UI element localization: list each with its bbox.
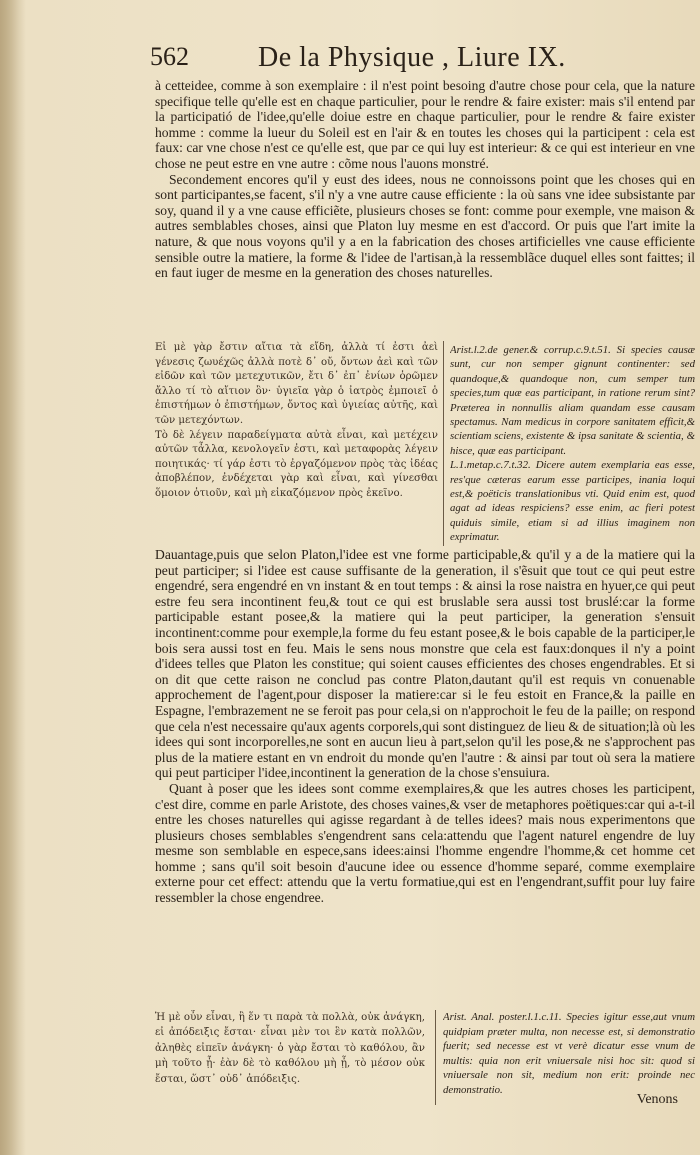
page-header: [150, 42, 690, 82]
main-text-bottom: [155, 547, 695, 1010]
greek-quote-2: Τὸ δὲ λέγειν παραδείγματα αὐτὰ εἶναι, καὶ μετέχειν αὐτῶν τἆλλα, κενολογεῖν ἐστι, καὶ μεταφορὰς λέγειν ποιητικάς· τί γάρ ἐστι τὸ ἐργαζόμενον πρὸς τὰς ἰδέας ἀποβλέπον, ἐνδέχεται γὰρ καὶ εἶναι, καὶ γίνεσθαι ὅμοιον ὁτιοῦν, καὶ μὴ εἰκαζόμενον πρὸς ἐκεῖνο.: [155, 429, 438, 499]
greek-quotation: [155, 341, 438, 546]
latin-note-2: L.1.metap.c.7.t.32. Dicere autem exemplaria eas esse, res'que cæteras earum esse participes, inania loqui est,& poëticis translationibus vti. Quid enim est, quod agat ad ideas respiciens? esse enim, ac fieri potest quiduis simile, etiam si ad illius imaginem non exprimatur.: [450, 459, 695, 544]
quotation-block: [155, 341, 695, 546]
gutter-shadow: [0, 0, 26, 1155]
paragraph-2: Secondement encores qu'il y eust des idees, nous ne connoissons point que les choses qui en sont participantes,se facent, s'il n'y a vne autre cause efficiente : la où sans vne idee subsistante par soy, quand il y a vne cause efficiẽte, plusieurs choses se font: comme pour exemple, vne maison & autres semblables choses, ainsi que Platon luy mesme en est d'accord. Or puis que l'art imite la nature, & que nous voyons qu'il y a en la fabrication des choses artificielles vne cause efficiente sensible outre la matiere, la forme & l'idee de l'artisan,à la ressemblãce duquel elles sont faittes; il en faut iuger de mesme en la generation des choses naturelles.: [155, 171, 695, 281]
catchword: Venons: [636, 1092, 678, 1107]
running-title: De la Physique , Liure IX.: [258, 42, 566, 73]
latin-note: [450, 343, 695, 546]
page-number: 562: [150, 42, 189, 71]
greek-quote-1: Εἰ μὲ γὰρ ἔστιν αἴτια τὰ εἴδη, ἀλλὰ τί ἐστι ἀεὶ γένεσις ζωυέχῶς ἀλλὰ ποτὲ δ᾽ οὔ, ὄντων ἀεὶ καὶ τῶν εἰδῶν καὶ τῶν μετεχυτικῶν, ἔτι δ᾽ ἐπ᾽ ἐνίων ὁρῶμεν ἄλλο τί τὸ αἴτιον ὂν· ὑγιεῖα γὰρ ὁ ἰατρὸς ἐμποιεῖ ὁ ἐπιστήμων ὁ ἐπιστήμων, ὄντος καὶ ὑγιείας αὐτῆς, καὶ τῶν μετεχόντων.: [155, 342, 438, 426]
paragraph-3: Dauantage,puis que selon Platon,l'idee est vne forme participable,& qu'il y a de la matiere qui la peut participer; si l'idee est cause suffisante de la generation, il s'ẽsuit que tout ce qui peut estre engendré, sera engendré en vn instant & en tout temps : & ainsi la rose naistra en hyuer,ce qui peut estre feu sera incontinent feu,& tout ce qui est bruslable sera aussi tost bruslé:car la forme participable estant posee,& la matiere qui la peut participer, la generation s'ensuit incontinent:comme pour exemple,la forme du feu estant posee,& le bois capable de la participer,le bois sera aussi tost en feu. Mais le sens nous monstre que cela est faux:donques il n'y a point d'idees telles que Platon les constitue; qui soient causes efficientes des choses engendrables. Et si on dit que cette raison ne conclud pas contre Platon,dautant qu'il est requis vn conuenable approchement de l'agent,pour disposer la matiere:car si le feu estoit en France,& la paille en Espagne, l'embrazement ne se feroit pas pour cela,si on n'approchoit le feu de la paille; on respond que cela n'est necessaire qu'aux agents corporels,qui sont distinguez de lieu & de situation;là où les idees qui sont incorporelles,ne sont en aucun lieu à part,selon qu'il les pose,& ne s'approchent pas plus de la matiere estant en vn endroit du monde qu'en l'autre : & ainsi par tout où sera la matiere qui peut participer l'idee,incontinent la generation de la chose s'ensuiura.: [155, 547, 695, 781]
bottom-quotation-block: [155, 1010, 695, 1120]
column-divider: [443, 341, 444, 546]
paragraph-1: à cetteidee, comme à son exemplaire : il n'est point besoing d'autre chose pour cela, que la nature specifique telle qu'elle est en chaque particulier, pour le rendre & faire exister: mais s'il entend par la participatió de l'idee,qu'elle doiue estre en chaque particulier, pour le rendre & faire exister homme : comme la lueur du Soleil est en l'air & en toutes les choses qui la participent : cela est faux: car vne chose n'est ce qu'elle est, que par ce qui luy est interieur: & ce qui est interieur en vne chose ne peut estre en vne autre : cõme nous l'auons monstré.: [155, 78, 695, 171]
greek-quotation-bottom: Ἡ μὲ οὖν εἶναι, ἢ ἕν τι παρὰ τὰ πολλὰ, οὐκ ἀνάγκη, εἰ ἀπόδειξις ἔσται· εἶναι μὲν τοι ἓν κατὰ πολλῶν, ἀληθὲς εἰπεῖν ἀνάγκη· ὁ γὰρ ἔσται τὸ καθόλου, ἂν μὴ τοῦτο ᾖ· ἐὰν δὲ τὸ καθόλου μὴ ᾖ, τὸ μέσον οὐκ ἔσται, ὥστ᾽ οὐδ᾽ ἀπόδειξις.: [155, 1012, 425, 1085]
main-text-top: [155, 78, 695, 340]
latin-note-1: Arist.l.2.de gener.& corrup.c.9.t.51. Si species causæ sunt, cur non semper gignunt continenter: sed quandoque,& quandoque non, cum semper tum species,tum quæ eas participant, in ratione rerum sint? Præterea in nonnullis aliam quandam esse causam spectamus. Nam medicus in corpore sanitatem efficit,& scientiam sciens, existente & ipsa sanitate & scientia, & hisce, quæ eas participant.: [450, 344, 695, 457]
paragraph-4: Quant à poser que les idees sont comme exemplaires,& que les autres choses les participent, c'est dire, comme en parle Aristote, des choses vaines,& vser de metaphores poëtiques:car qui a-t-il entre les choses naturelles qui agisse regardant à de telles idees? mais nous experimentons que plusieurs choses semblables s'engendrent sans cela:attendu que l'agent naturel engendre de luy mesme son semblable en espece,sans idees:ainsi l'homme engendre l'homme,& cet homme cet homme ; sans qu'il soit besoin d'aucune idee ou essence d'homme separé, comme exemplaire externe pour cet effect: attendu que la vertu formatiue,qui est en l'engendrant,suffit pour luy faire ressembler la chose engendree.: [155, 780, 695, 906]
column-divider-bottom: [435, 1010, 436, 1105]
latin-note-bottom: Arist. Anal. poster.l.1.c.11. Species igitur esse,aut vnum quidpiam præter multa, non necesse est, si demonstratio fuerit; sed necesse est vt verè dicatur esse vnum de multis: quia non erit vniuersale nisi hoc sit: quod si vniuersale non sit, medium non erit: proinde nec demonstratio.: [443, 1011, 695, 1096]
